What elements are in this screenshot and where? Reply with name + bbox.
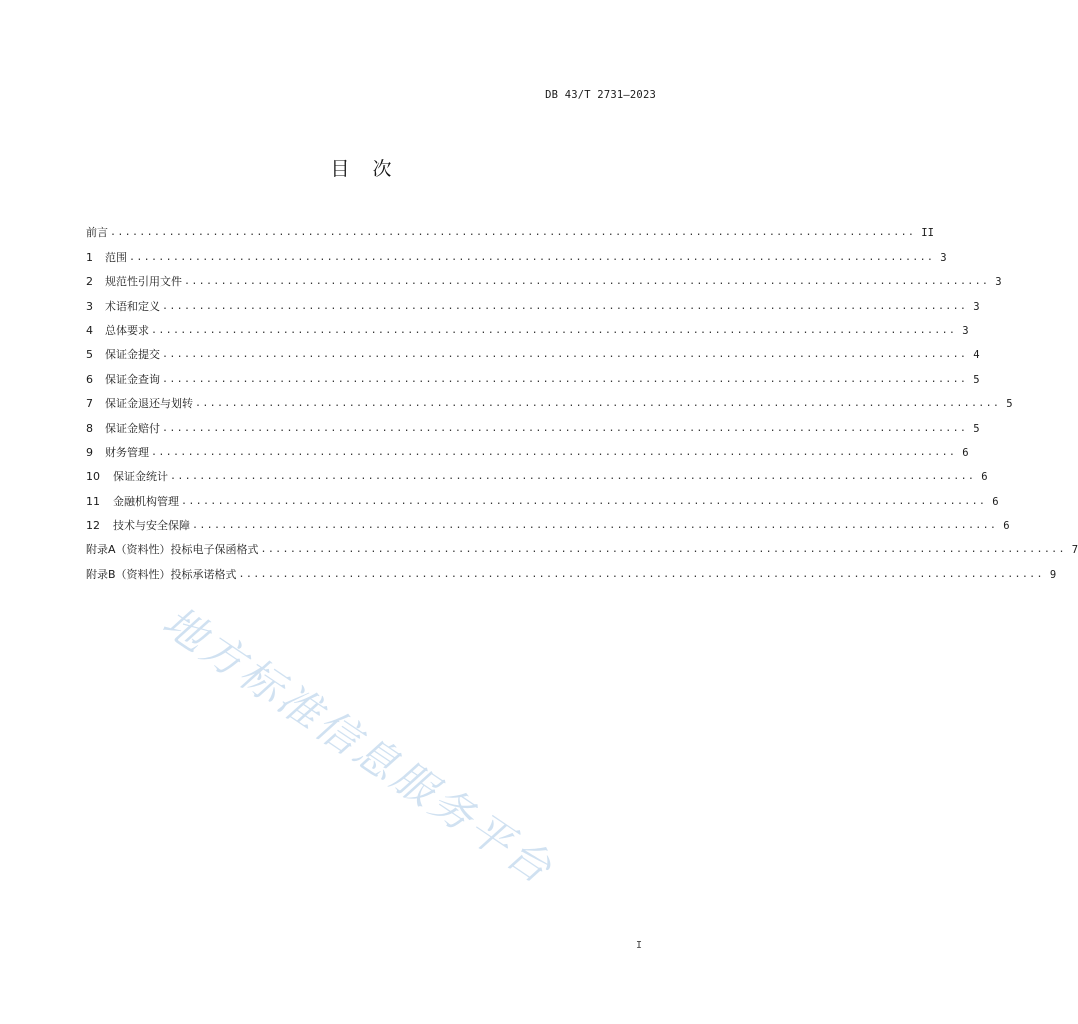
toc-entry-number: 4 xyxy=(86,323,93,337)
dot-leader: .............................................................................................................. xyxy=(192,520,998,532)
toc-entry-label: 总体要求 xyxy=(105,323,149,337)
toc-entry-label: 规范性引用文件 xyxy=(105,275,182,289)
toc-entry-number: 3 xyxy=(86,299,93,313)
toc-entry-page: 9 xyxy=(1049,568,1057,581)
toc-entry-1[interactable] xyxy=(86,240,947,264)
dot-leader: .............................................................................................................. xyxy=(129,251,935,263)
toc-entry-2[interactable] xyxy=(86,265,1002,289)
toc-entry-10[interactable] xyxy=(86,460,988,484)
dot-leader: .............................................................................................................. xyxy=(181,495,987,507)
toc-entry-3[interactable] xyxy=(86,289,980,313)
watermark: 地方标准信息服务平台 xyxy=(154,596,563,895)
toc-entry-label: 保证金赔付 xyxy=(105,421,160,435)
toc-entry-label: 保证金统计 xyxy=(113,470,168,484)
toc-entry-number: 12 xyxy=(86,519,100,533)
toc-entry-number: 11 xyxy=(86,494,100,508)
toc-entry-label: 技术与安全保障 xyxy=(113,519,190,533)
toc-entry-sublabel: 投标电子保函格式 xyxy=(170,543,259,557)
toc-entry-sublabel: 投标承诺格式 xyxy=(170,567,237,581)
document-code: DB 43/T 2731—2023 xyxy=(545,89,656,101)
toc-entry-label: 金融机构管理 xyxy=(113,494,179,508)
dot-leader: .............................................................................................................. xyxy=(162,300,968,312)
toc-entry-number: 5 xyxy=(86,348,93,362)
dot-leader: .............................................................................................................. xyxy=(151,446,957,458)
toc-entry-label: 保证金退还与划转 xyxy=(105,397,193,411)
dot-leader: .............................................................................................................. xyxy=(195,398,1001,410)
toc-entry-page: 3 xyxy=(973,300,980,313)
toc-entry-page: 5 xyxy=(973,422,980,435)
toc-entry-label: 术语和定义 xyxy=(105,299,160,313)
dot-leader: .............................................................................................................. xyxy=(170,471,976,483)
toc-entry-page: 6 xyxy=(981,471,988,484)
toc-entry-number: 2 xyxy=(86,275,93,289)
toc-entry-label: 财务管理 xyxy=(105,445,149,459)
toc-entry-page: II xyxy=(921,227,934,240)
toc-entry-label: 保证金提交 xyxy=(105,348,160,362)
toc-entry-foreword[interactable] xyxy=(86,216,934,240)
toc-entry-page: 5 xyxy=(1006,398,1013,411)
toc-entry-page: 3 xyxy=(940,251,947,264)
dot-leader: .............................................................................................................. xyxy=(110,227,916,239)
toc-entry-label: 前言 xyxy=(86,226,108,240)
dot-leader: .............................................................................................................. xyxy=(260,544,1066,556)
toc-entry-page: 4 xyxy=(973,349,980,362)
toc-entry-number: 10 xyxy=(86,470,100,484)
toc-entry-number: 7 xyxy=(86,397,93,411)
toc-entry-label: 附录A（资料性） xyxy=(86,543,171,557)
toc-entry-page: 3 xyxy=(995,276,1002,289)
toc-entry-label: 附录B（资料性） xyxy=(86,567,171,581)
dot-leader: .............................................................................................................. xyxy=(238,568,1044,580)
toc-entry-11[interactable] xyxy=(86,484,999,508)
toc-entry-page: 6 xyxy=(1003,520,1010,533)
toc-entry-page: 6 xyxy=(962,446,969,459)
toc-entry-9[interactable] xyxy=(86,436,969,460)
table-of-contents xyxy=(86,216,1078,582)
dot-leader: .............................................................................................................. xyxy=(162,422,968,434)
toc-entry-appendix-b[interactable] xyxy=(86,557,1057,581)
toc-entry-page: 5 xyxy=(973,373,980,386)
toc-entry-number: 6 xyxy=(86,372,93,386)
dot-leader: .............................................................................................................. xyxy=(151,324,957,336)
toc-entry-page: 6 xyxy=(992,495,999,508)
page-number: I xyxy=(636,940,643,951)
toc-entry-label: 范围 xyxy=(105,250,127,264)
toc-entry-page: 7 xyxy=(1071,544,1078,557)
dot-leader: .............................................................................................................. xyxy=(184,276,990,288)
toc-entry-number: 1 xyxy=(86,250,93,264)
dot-leader: .............................................................................................................. xyxy=(162,373,968,385)
page-title: 目 次 xyxy=(330,158,394,180)
toc-entry-4[interactable] xyxy=(86,314,969,338)
toc-entry-number: 8 xyxy=(86,421,93,435)
toc-entry-7[interactable] xyxy=(86,387,1013,411)
toc-entry-number: 9 xyxy=(86,445,93,459)
toc-entry-12[interactable] xyxy=(86,509,1010,533)
toc-entry-8[interactable] xyxy=(86,411,980,435)
toc-entry-page: 3 xyxy=(962,324,969,337)
toc-entry-label: 保证金查询 xyxy=(105,372,160,386)
dot-leader: .............................................................................................................. xyxy=(162,349,968,361)
toc-entry-appendix-a[interactable] xyxy=(86,533,1078,557)
toc-entry-6[interactable] xyxy=(86,362,980,386)
toc-entry-5[interactable] xyxy=(86,338,980,362)
